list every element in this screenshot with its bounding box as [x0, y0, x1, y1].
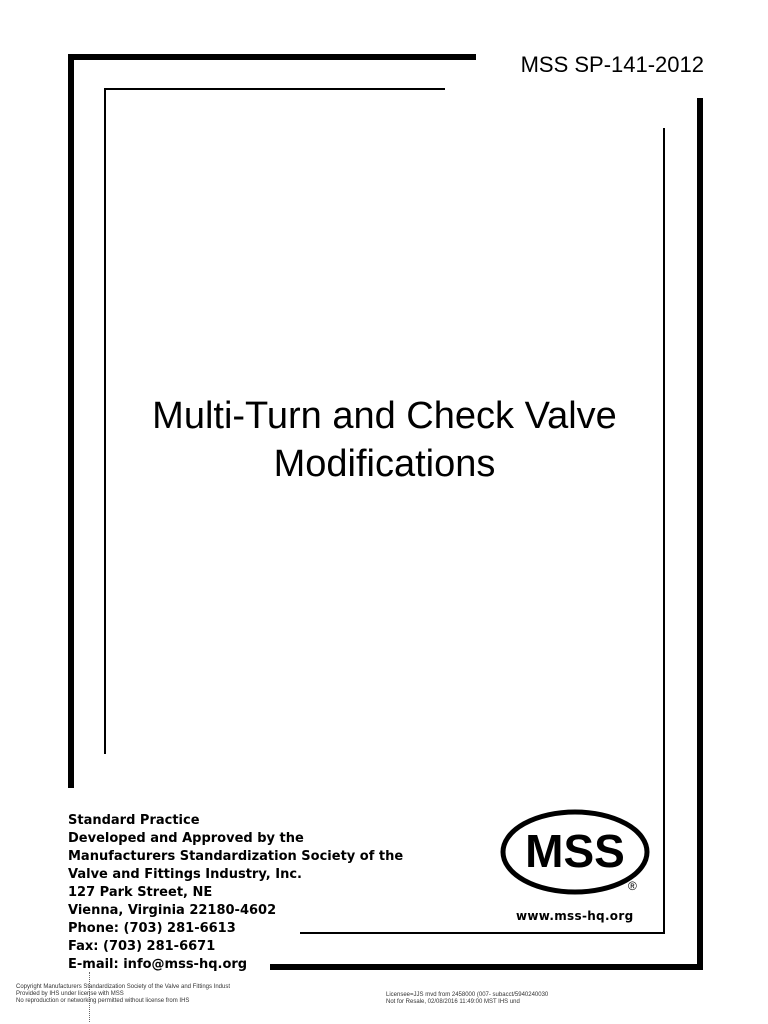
registered-trademark-mark: ®	[628, 879, 637, 893]
publisher-line-industry: Valve and Fittings Industry, Inc.	[68, 867, 302, 882]
publisher-address-city: Vienna, Virginia 22180-4602	[68, 903, 277, 918]
inner-frame-right-rule	[663, 128, 665, 934]
footer-left-line: No reproduction or networking permitted without license from IHS	[16, 998, 190, 1004]
mss-logo-text: MSS	[525, 825, 625, 877]
publisher-line-developed-by: Developed and Approved by the	[68, 831, 304, 846]
footer-left-line: Provided by IHS under license with MSS	[16, 991, 124, 997]
publisher-email: E-mail: info@mss-hq.org	[68, 957, 248, 972]
publisher-info	[68, 812, 403, 974]
outer-frame-left-rule	[68, 54, 74, 788]
footer-left-line: Copyright Manufacturers Standardization Society of the Valve and Fittings Indust	[16, 984, 231, 990]
footer-right-line: Licensee=JJS mvd from 2458000 (007- subacct/5940240030	[386, 992, 549, 998]
publisher-address-street: 127 Park Street, NE	[68, 885, 213, 900]
publisher-fax: Fax: (703) 281-6671	[68, 939, 216, 954]
publisher-phone: Phone: (703) 281-6613	[68, 921, 236, 936]
document-number: MSS SP-141-2012	[520, 52, 704, 77]
outer-frame-top-rule	[68, 54, 476, 60]
footer-dotted-divider	[89, 972, 90, 1022]
footer-right-line: Not for Resale, 02/08/2016 11:49:00 MST IHS und	[386, 999, 520, 1005]
outer-frame-right-rule	[697, 98, 703, 970]
document-title-line: Multi-Turn and Check Valve	[152, 395, 617, 437]
website-url: www.mss-hq.org	[516, 909, 634, 923]
document-title	[106, 392, 663, 488]
inner-frame-top-rule	[104, 88, 445, 90]
publisher-line-society: Manufacturers Standardization Society of the	[68, 849, 404, 864]
footer-copyright	[16, 984, 230, 1005]
footer-licensee	[386, 992, 548, 1006]
document-title-line: Modifications	[273, 443, 496, 485]
publisher-line-standard-practice: Standard Practice	[68, 813, 200, 828]
